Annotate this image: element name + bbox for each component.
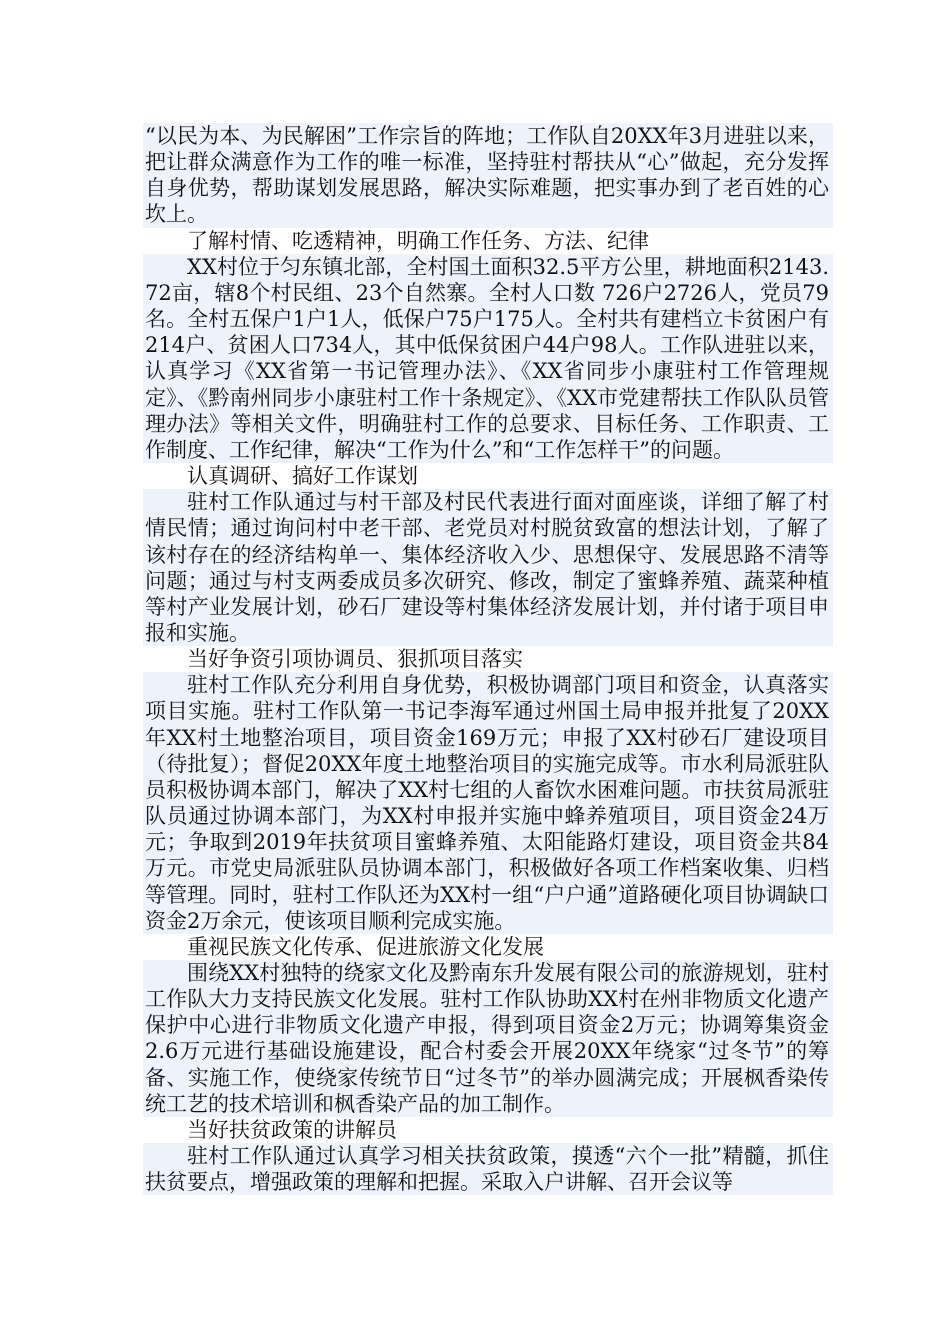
paragraph-intro: “以民为本、为民解困”工作宗旨的阵地；工作队自20XX年3月进驻以来，把让群众满意作为工作的唯一标准，坚持驻村帮扶从“心”做起，充分发挥自身优势，帮助谋划发展思路，解决实际难题，把实事办到了老百姓的心坎上。 xyxy=(143,123,833,228)
paragraph-ethnic-culture: 围绕XX村独特的绕家文化及黔南东升发展有限公司的旅游规划，驻村工作队大力支持民族文化发展。驻村工作队协助XX村在州非物质文化遗产保护中心进行非物质文化遗产申报，得到项目资金2万元；协调筹集资金2.6万元进行基础设施建设，配合村委会开展20XX年绕家“过冬节”的筹备、实施工作，使绕家传统节日“过冬节”的举办圆满完成；开展枫香染传统工艺的技术培训和枫香染产品的加工制作。 xyxy=(143,960,833,1117)
section-heading-policy-explainer: 当好扶贫政策的讲解员 xyxy=(143,1117,833,1143)
paragraph-village-situation: XX村位于匀东镇北部，全村国土面积32.5平方公里，耕地面积2143.72亩，辖8个村民组、23个自然寨。全村人口数 726户2726人，党员79名。全村五保户1户1人，低保户75户175人。全村共有建档立卡贫困户有214户、贫困人口734人，其中低保贫困户44户98人。工作队进驻以来，认真学习《XX省第一书记管理办法》、《XX省同步小康驻村工作管理规定》、《黔南州同步小康驻村工作十条规定》、《XX市党建帮扶工作队队员管理办法》等相关文件，明确驻村工作的总要求、目标任务、工作职责、工作制度、工作纪律，解决“工作为什么”和“工作怎样干”的问题。 xyxy=(143,254,833,463)
section-heading-ethnic-culture: 重视民族文化传承、促进旅游文化发展 xyxy=(143,934,833,960)
paragraph-project-funding: 驻村工作队充分利用自身优势，积极协调部门项目和资金，认真落实项目实施。驻村工作队第一书记李海军通过州国土局申报并批复了20XX年XX村土地整治项目，项目资金169万元；申报了XX村砂石厂建设项目（待批复）；督促20XX年度土地整治项目的实施完成等。市水利局派驻队员积极协调本部门，解决了XX村七组的人畜饮水困难问题。市扶贫局派驻队员通过协调本部门，为XX村申报并实施中蜂养殖项目，项目资金24万元；争取到2019年扶贫项目蜜蜂养殖、太阳能路灯建设，项目资金共84万元。市党史局派驻队员协调本部门，积极做好各项工作档案收集、归档等管理。同时，驻村工作队还为XX村一组“户户通”道路硬化项目协调缺口资金2万余元，使该项目顺利完成实施。 xyxy=(143,672,833,934)
document-body xyxy=(143,123,833,1195)
section-heading-project-funding: 当好争资引项协调员、狠抓项目落实 xyxy=(143,646,833,672)
section-heading-village-situation: 了解村情、吃透精神，明确工作任务、方法、纪律 xyxy=(143,228,833,254)
paragraph-research-planning: 驻村工作队通过与村干部及村民代表进行面对面座谈，详细了解了村情民情；通过询问村中老干部、老党员对村脱贫致富的想法计划，了解了该村存在的经济结构单一、集体经济收入少、思想保守、发展思路不清等问题；通过与村支两委成员多次研究、修改，制定了蜜蜂养殖、蔬菜种植等村产业发展计划，砂石厂建设等村集体经济发展计划，并付诸于项目申报和实施。 xyxy=(143,489,833,646)
section-heading-research-planning: 认真调研、搞好工作谋划 xyxy=(143,463,833,489)
paragraph-policy-explainer: 驻村工作队通过认真学习相关扶贫政策，摸透“六个一批”精髓，抓住扶贫要点，增强政策的理解和把握。采取入户讲解、召开会议等 xyxy=(143,1143,833,1195)
